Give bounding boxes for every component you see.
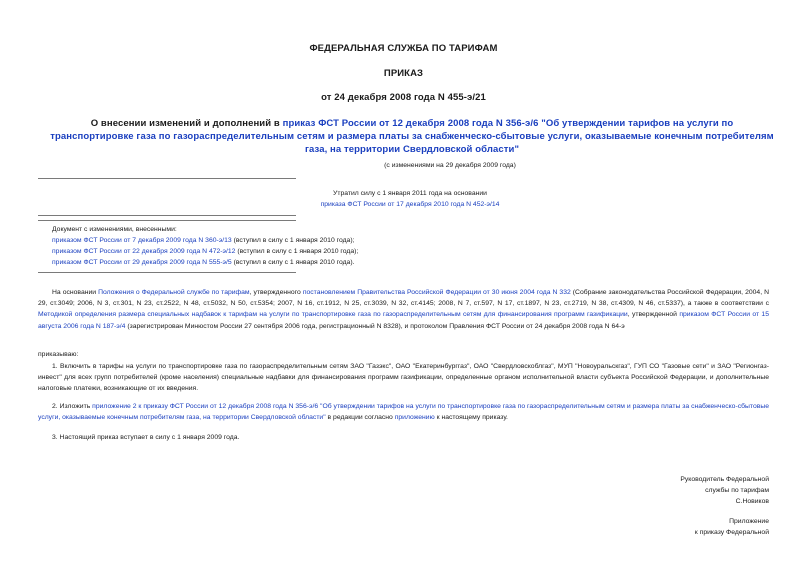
repeal-link-wrap	[260, 199, 560, 210]
item2-text: к настоящему приказу.	[434, 414, 508, 422]
document-type: ПРИКАЗ	[383, 68, 424, 79]
repeal-link[interactable]: приказа ФСТ России от 17 декабря 2010 года N 452-э/14	[320, 201, 500, 208]
changes-item	[52, 235, 354, 246]
changes-item-note: (вступил в силу с 1 января 2010 года);	[235, 248, 359, 255]
basis-text: На основании	[52, 289, 99, 296]
signature-agency: службы по тарифам	[705, 487, 769, 494]
order-word: приказываю:	[38, 351, 79, 358]
basis-text: (Собрание законодательства Российской Федерации, 2004, N 29, ст.3049; 2006, N 3, ст.301, N 23, ст.2522, N 48, ст.5032, N 50, ст.5354; 2007, N 16, ст.1912, N 25, ст.3039, N 32, ст.4145; 2008, N 7, ст.597, N 17, ст.1897, N 23, ст.2719, N 38, ст.4309, N 46, ст.5337), а также в соответствии с	[38, 289, 769, 308]
repeal-text: Утратил силу с 1 января 2011 года на основании	[333, 190, 487, 197]
amended-note: (с изменениями на 29 декабря 2009 года)	[384, 162, 516, 169]
signature-name: С.Новиков	[735, 498, 769, 505]
title-link[interactable]: приказ ФСТ России от 12 декабря 2008 года N 356-э/6 "Об утверждении тарифов на услуги по транспортировке газа по газораспределительным сетям и размера платы за снабженческо-сбытовые услуги, оказываемые конечным потребителям газа, на территории Свердловской области"	[50, 118, 774, 155]
order-item-2	[38, 401, 769, 423]
basis-paragraph	[38, 287, 769, 332]
changes-item-note: (вступил в силу с 1 января 2010 года).	[231, 259, 355, 266]
basis-link-methodology[interactable]: Методикой определения размера специальных надбавок к тарифам на услуги по транспортировке газа по газораспределительным сетям для финансирования программ газификации	[38, 311, 628, 319]
basis-text: (зарегистрирован Минюстом России 27 сентября 2006 года, регистрационный N 8328), и протоколом Правления ФСТ России от 24 декабря 2008 года N 64-э	[125, 322, 625, 330]
signature-block	[680, 474, 769, 507]
changes-item	[52, 257, 354, 268]
changes-item-link[interactable]: приказом ФСТ России от 22 декабря 2009 года N 472-э/12	[52, 248, 236, 255]
changes-item-note: (вступил в силу с 1 января 2010 года);	[231, 237, 355, 244]
basis-link-order[interactable]: приказом ФСТ России от 15 августа 2006 года N 187-э/4	[38, 311, 769, 330]
divider	[38, 272, 296, 273]
organization-name: ФЕДЕРАЛЬНАЯ СЛУЖБА ПО ТАРИФАМ	[309, 43, 498, 54]
basis-link-regulation[interactable]: Положения о Федеральной службе по тарифам	[98, 289, 250, 296]
appendix-block	[695, 516, 769, 538]
basis-text: , утвержденного	[249, 289, 303, 296]
item2-link-appendix[interactable]: приложение 2 к приказу ФСТ России от 12 декабря 2008 года N 356-э/6	[92, 403, 319, 410]
changes-item	[52, 246, 358, 257]
title-prefix: О внесении изменений и дополнений в	[90, 118, 283, 129]
changes-item-link[interactable]: приказом ФСТ России от 29 декабря 2009 года N 555-э/5	[52, 259, 232, 266]
divider	[38, 178, 296, 179]
document-date-number: от 24 декабря 2008 года N 455-э/21	[321, 92, 486, 103]
signature-position: Руководитель Федеральной	[680, 476, 769, 483]
order-item-1: 1. Включить в тарифы на услуги по транспортировке газа по газораспределительным сетям ЗАО "Газэкс", ОАО "Екатеринбурггаз", ОАО "Свердловскоблгаз", МУП "Новоуральскгаз", ГУП СО "Газовые сети" и ЗАО "Регионгаз-инвест" для всех групп потребителей (кроме населения) специальные надбавки для финансирования программ газификации, определенные органом исполнительной власти субъекта Российской Федерации, и дополнительные налоговые платежи, возникающие от их введения.	[38, 363, 769, 393]
item2-text: 2. Изложить	[52, 403, 93, 410]
order-item-3: 3. Настоящий приказ вступает в силу с 1 января 2009 года.	[52, 434, 240, 441]
item2-link-title[interactable]: "Об утверждении тарифов на услуги по транспортировке газа по газораспределительным сетям и размера платы за снабженческо-сбытовые услуги, оказываемые конечным потребителям газа, на территории Свердловской области"	[38, 403, 769, 422]
item2-link-annex[interactable]: приложению	[394, 414, 435, 422]
divider	[38, 220, 296, 221]
changes-item-link[interactable]: приказом ФСТ России от 7 декабря 2009 года N 360-э/13	[52, 237, 232, 244]
divider	[38, 215, 296, 216]
document-title	[48, 117, 776, 156]
item2-text: в редакции согласно	[325, 414, 395, 422]
appendix-label: Приложение	[729, 518, 769, 525]
changes-heading: Документ с изменениями, внесенными:	[52, 226, 177, 233]
basis-text: , утвержденной	[627, 311, 680, 319]
basis-link-resolution[interactable]: постановлением Правительства Российской Федерации от 30 июня 2004 года N 332	[302, 289, 571, 296]
appendix-ref: к приказу Федеральной	[694, 529, 769, 536]
